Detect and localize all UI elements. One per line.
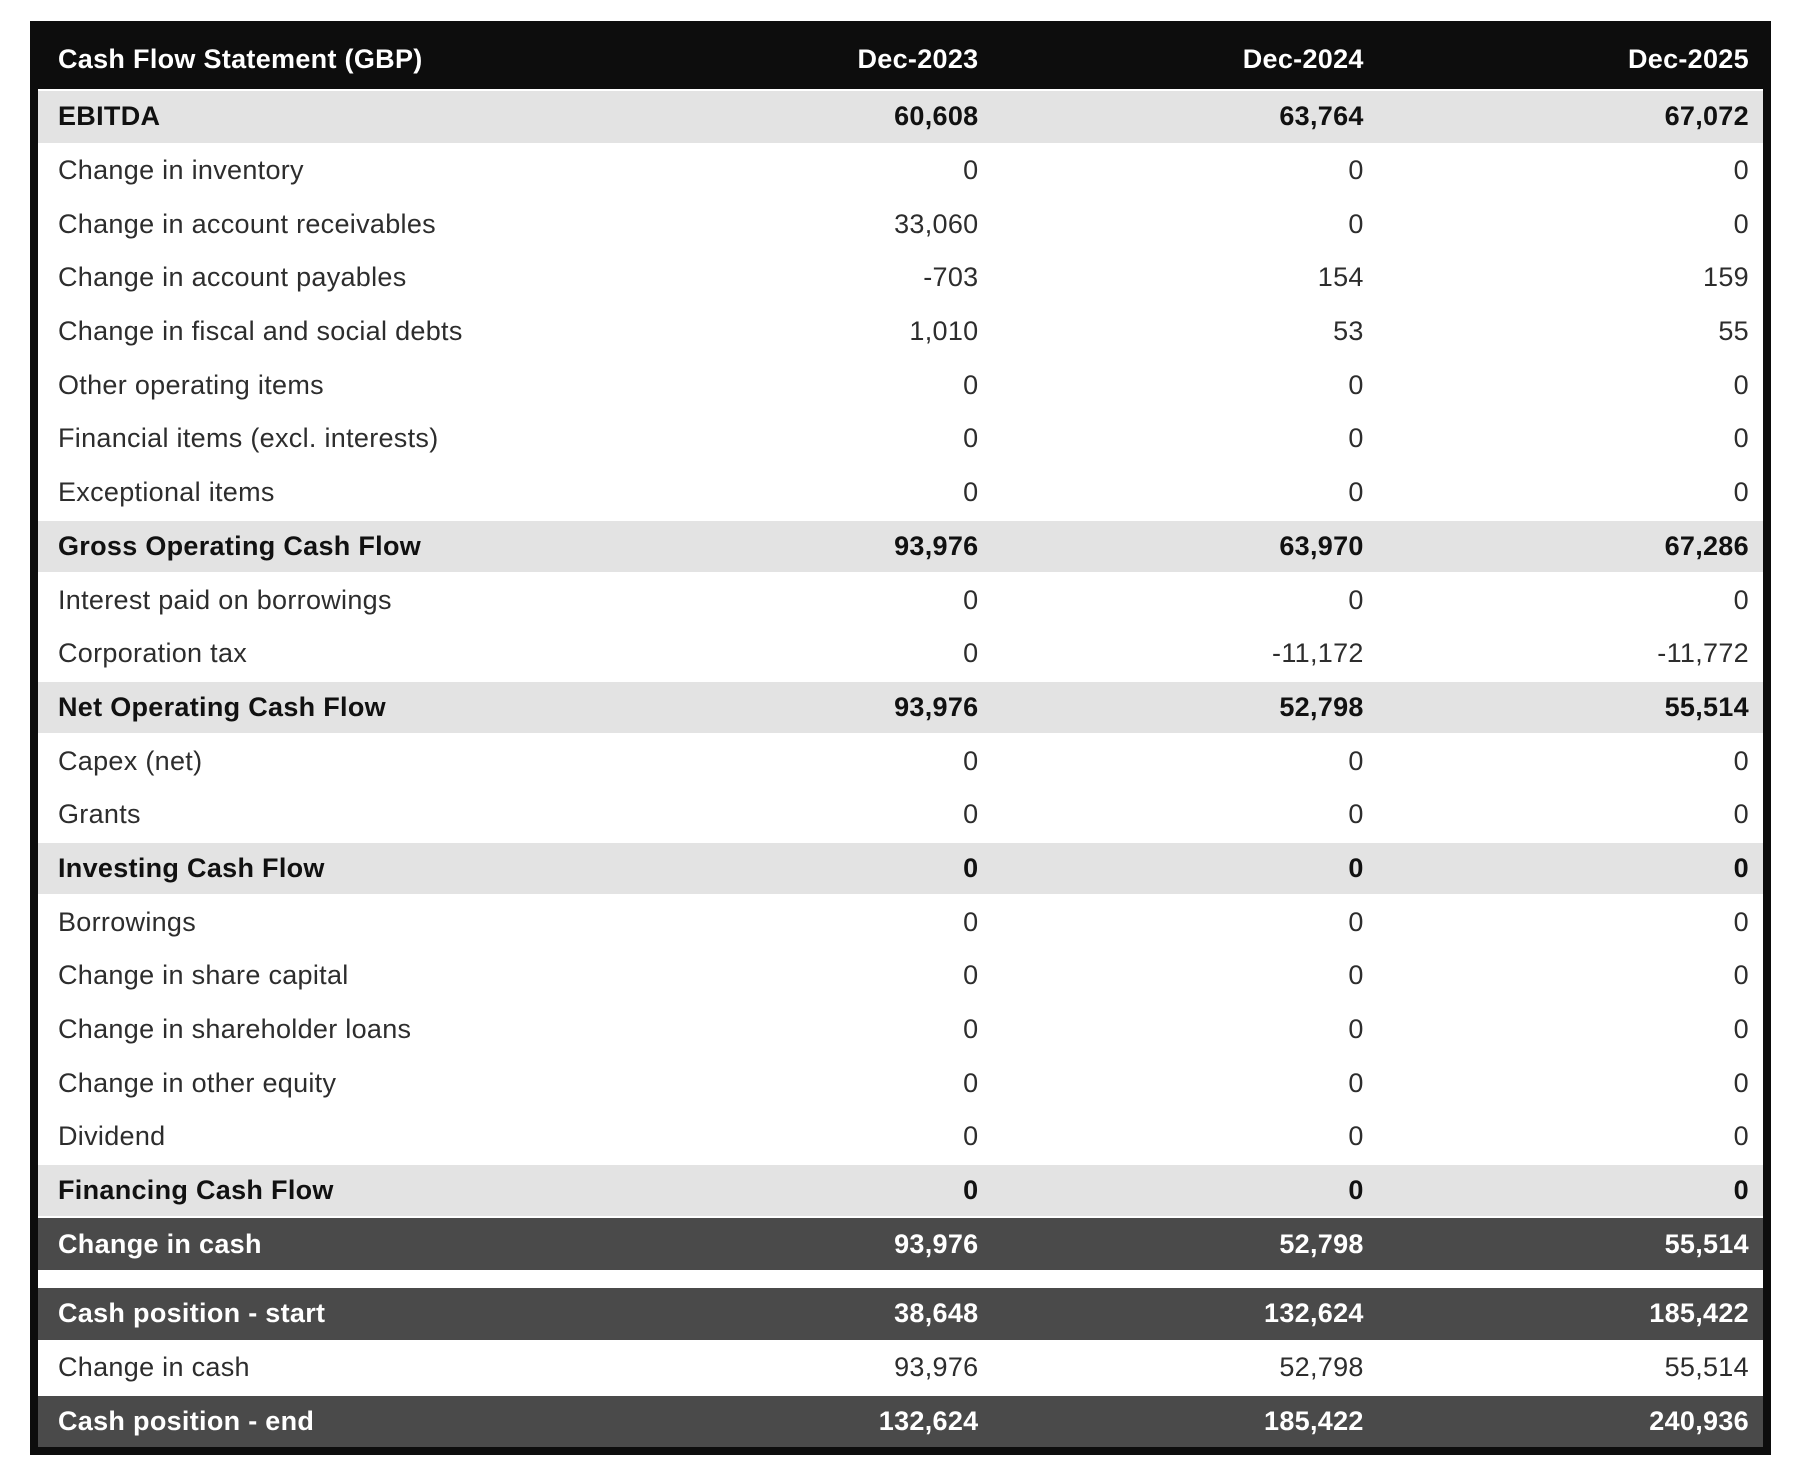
cell-value: 53 [1333, 316, 1364, 347]
cell-value: 154 [1317, 262, 1364, 293]
row-label: Change in other equity [58, 1067, 337, 1098]
cell-value: 0 [1348, 369, 1364, 400]
cell-value: 93,976 [894, 1352, 979, 1383]
row-label: Change in cash [58, 1228, 262, 1259]
cell-value: 0 [963, 477, 979, 508]
cell-value: 0 [963, 960, 979, 991]
row-label: Exceptional items [58, 477, 275, 508]
table-row [38, 1057, 1763, 1111]
cell-value: 0 [1348, 1014, 1364, 1045]
cell-value: 0 [1733, 1121, 1749, 1152]
row-label: Grants [58, 799, 141, 830]
cell-value: 132,624 [1264, 1298, 1364, 1329]
cell-value: 60,608 [894, 101, 979, 132]
cell-value: 63,764 [1279, 101, 1364, 132]
cell-value: 0 [1348, 906, 1364, 937]
cell-value: 0 [1733, 477, 1749, 508]
table-row [38, 145, 1763, 199]
cell-value: 0 [1348, 1121, 1364, 1152]
cell-value: 55,514 [1664, 691, 1749, 722]
cash-flow-statement-table [30, 21, 1771, 1455]
row-label: Capex (net) [58, 745, 203, 776]
cell-value: 185,422 [1264, 1405, 1364, 1436]
table-row [38, 521, 1763, 575]
row-label: Other operating items [58, 369, 324, 400]
table-row [38, 574, 1763, 628]
row-label: Net Operating Cash Flow [58, 691, 386, 722]
row-label: Dividend [58, 1121, 166, 1152]
cell-value: 0 [963, 155, 979, 186]
table-row [38, 628, 1763, 682]
table-row [38, 1165, 1763, 1219]
table-row [38, 413, 1763, 467]
cell-value: 0 [963, 906, 979, 937]
cell-value: 0 [963, 369, 979, 400]
row-label: EBITDA [58, 101, 161, 132]
cell-value: 0 [1348, 852, 1364, 883]
table-row [38, 359, 1763, 413]
table-row [38, 1004, 1763, 1058]
row-label: Cash position - end [58, 1405, 315, 1436]
table-row [38, 1396, 1763, 1448]
cell-value: 0 [1733, 1014, 1749, 1045]
cell-value: 67,072 [1664, 101, 1749, 132]
row-label: Change in account receivables [58, 208, 436, 239]
table-row [38, 789, 1763, 843]
cell-value: -703 [923, 262, 979, 293]
cell-value: 0 [1733, 155, 1749, 186]
table-row [38, 896, 1763, 950]
cell-value: 0 [963, 1067, 979, 1098]
table-row [38, 843, 1763, 897]
cell-value: 0 [1348, 208, 1364, 239]
table-row [38, 1218, 1763, 1272]
cell-value: 52,798 [1279, 1228, 1364, 1259]
cell-value: 0 [1348, 477, 1364, 508]
cell-value: 0 [1733, 423, 1749, 454]
cell-value: 0 [1348, 1175, 1364, 1206]
cell-value: 93,976 [894, 691, 979, 722]
cell-value: 0 [1733, 960, 1749, 991]
table-row [38, 91, 1763, 145]
cell-value: -11,772 [1657, 638, 1749, 669]
cell-value: 0 [1733, 745, 1749, 776]
spacer-row [38, 1272, 1763, 1288]
cell-value: 63,970 [1279, 530, 1364, 561]
column-header-dec-2024: Dec-2024 [1242, 43, 1364, 74]
cell-value: 52,798 [1279, 1352, 1364, 1383]
cell-value: 0 [1733, 208, 1749, 239]
table-row [38, 1288, 1763, 1342]
row-label: Corporation tax [58, 638, 248, 669]
cell-value: 0 [1348, 423, 1364, 454]
cell-value: 159 [1703, 262, 1749, 293]
table-row [38, 1111, 1763, 1165]
cell-value: 0 [963, 584, 979, 615]
cell-value: 55,514 [1664, 1228, 1749, 1259]
row-label: Change in account payables [58, 262, 407, 293]
cell-value: 38,648 [894, 1298, 979, 1329]
row-label: Gross Operating Cash Flow [58, 530, 422, 561]
cell-value: 0 [1348, 745, 1364, 776]
cell-value: 185,422 [1649, 1298, 1749, 1329]
cell-value: 0 [1733, 852, 1749, 883]
cell-value: 0 [1733, 1067, 1749, 1098]
row-label: Financial items (excl. interests) [58, 423, 439, 454]
row-label: Change in shareholder loans [58, 1014, 412, 1045]
cell-value: 0 [1348, 584, 1364, 615]
cell-value: 67,286 [1664, 530, 1749, 561]
row-label: Interest paid on borrowings [58, 584, 392, 615]
cell-value: 93,976 [894, 530, 979, 561]
cell-value: 0 [1733, 1175, 1749, 1206]
cell-value: 0 [963, 638, 979, 669]
column-header-dec-2023: Dec-2023 [857, 43, 979, 74]
cell-value: 1,010 [909, 316, 979, 347]
cell-value: 55 [1718, 316, 1749, 347]
table-title: Cash Flow Statement (GBP) [58, 43, 423, 74]
cell-value: 0 [1348, 155, 1364, 186]
cell-value: 0 [1733, 369, 1749, 400]
cell-value: 0 [963, 423, 979, 454]
row-label: Change in inventory [58, 155, 304, 186]
table-row [38, 950, 1763, 1004]
table-row [38, 1342, 1763, 1396]
cell-value: 0 [1733, 906, 1749, 937]
row-label: Cash position - start [58, 1298, 326, 1329]
row-label: Borrowings [58, 906, 197, 937]
table-row [38, 198, 1763, 252]
cell-value: 240,936 [1649, 1405, 1749, 1436]
table-header-row [38, 29, 1763, 91]
table-row [38, 735, 1763, 789]
row-label: Change in cash [58, 1352, 250, 1383]
cell-value: 52,798 [1279, 691, 1364, 722]
cell-value: 93,976 [894, 1228, 979, 1259]
cell-value: 0 [963, 745, 979, 776]
cell-value: 0 [963, 1014, 979, 1045]
cell-value: 0 [963, 1121, 979, 1152]
cell-value: -11,172 [1272, 638, 1364, 669]
column-header-dec-2025: Dec-2025 [1627, 43, 1749, 74]
cell-value: 0 [1348, 960, 1364, 991]
cell-value: 0 [1733, 799, 1749, 830]
cell-value: 33,060 [894, 208, 979, 239]
row-label: Financing Cash Flow [58, 1175, 334, 1206]
row-label: Change in share capital [58, 960, 349, 991]
cell-value: 0 [1348, 799, 1364, 830]
table-row [38, 252, 1763, 306]
cell-value: 132,624 [878, 1405, 979, 1436]
cell-value: 55,514 [1664, 1352, 1749, 1383]
row-label: Change in fiscal and social debts [58, 316, 463, 347]
cell-value: 0 [1733, 584, 1749, 615]
cell-value: 0 [963, 852, 979, 883]
cell-value: 0 [963, 1175, 979, 1206]
cell-value: 0 [1348, 1067, 1364, 1098]
cell-value: 0 [963, 799, 979, 830]
table-row [38, 306, 1763, 360]
row-label: Investing Cash Flow [58, 852, 325, 883]
table-row [38, 682, 1763, 736]
table-row [38, 467, 1763, 521]
